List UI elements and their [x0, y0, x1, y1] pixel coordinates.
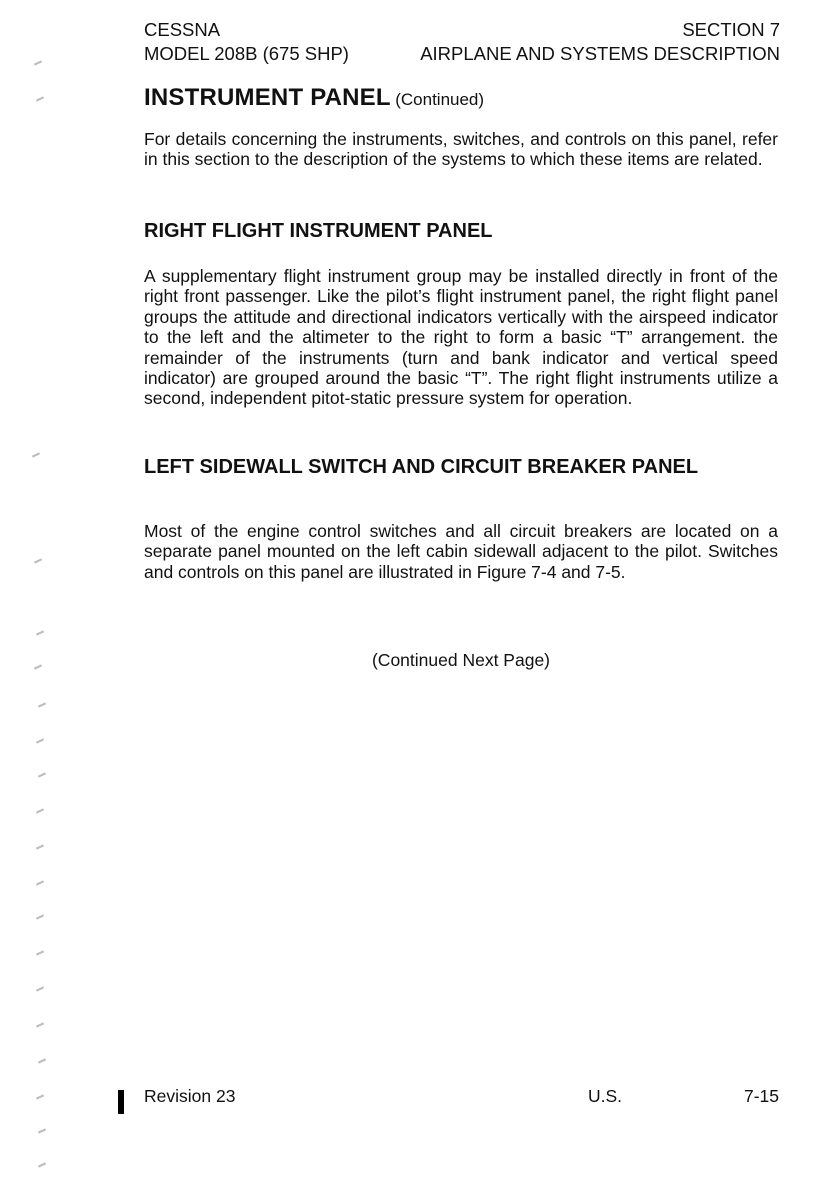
right-flight-instrument-panel-paragraph: A supplementary flight instrument group may be installed directly in front of the right front passenger. Like the pilot’s flight instrument panel, the right flight panel groups the attitude and directional indicators vertically with the airspeed indicator to the left and the altimeter to the right to form a basic “T” arrangement. the remainder of the instruments (turn and bank indicator and vertical speed indicator) are grouped around the basic “T”. The right flight instruments utilize a second, independent pitot-static pressure system for operation. — [144, 266, 778, 409]
instrument-panel-paragraph: For details concerning the instruments, switches, and controls on this panel, refer in this section to the description of the systems to which these items are related. — [144, 129, 778, 170]
instrument-panel-title: INSTRUMENT PANEL — [144, 84, 391, 111]
header-model: MODEL 208B (675 SHP) — [144, 43, 349, 64]
continued-next-page: (Continued Next Page) — [371, 650, 551, 670]
revision-change-bar — [118, 1090, 124, 1114]
header-section: SECTION 7 — [682, 19, 780, 40]
footer-page-number: 7-15 — [744, 1086, 780, 1106]
left-sidewall-panel-paragraph: Most of the engine control switches and all circuit breakers are located on a separate panel mounted on the left cabin sidewall adjacent to the pilot. Switches and controls on this panel are illustrated in Figure 7-4 and 7-5. — [144, 521, 778, 582]
binding-margin-marks — [30, 0, 70, 1187]
instrument-panel-heading — [144, 84, 484, 112]
footer-region: U.S. — [588, 1086, 623, 1106]
header-section-title: AIRPLANE AND SYSTEMS DESCRIPTION — [420, 43, 780, 64]
running-header-line1 — [144, 19, 780, 41]
footer-revision: Revision 23 — [144, 1086, 236, 1106]
right-flight-instrument-panel-heading: RIGHT FLIGHT INSTRUMENT PANEL — [144, 220, 493, 242]
left-sidewall-panel-heading: LEFT SIDEWALL SWITCH AND CIRCUIT BREAKER PANEL — [144, 456, 699, 478]
header-manufacturer: CESSNA — [144, 19, 221, 40]
running-header-line2 — [144, 43, 780, 65]
instrument-panel-continued: (Continued) — [395, 90, 485, 109]
